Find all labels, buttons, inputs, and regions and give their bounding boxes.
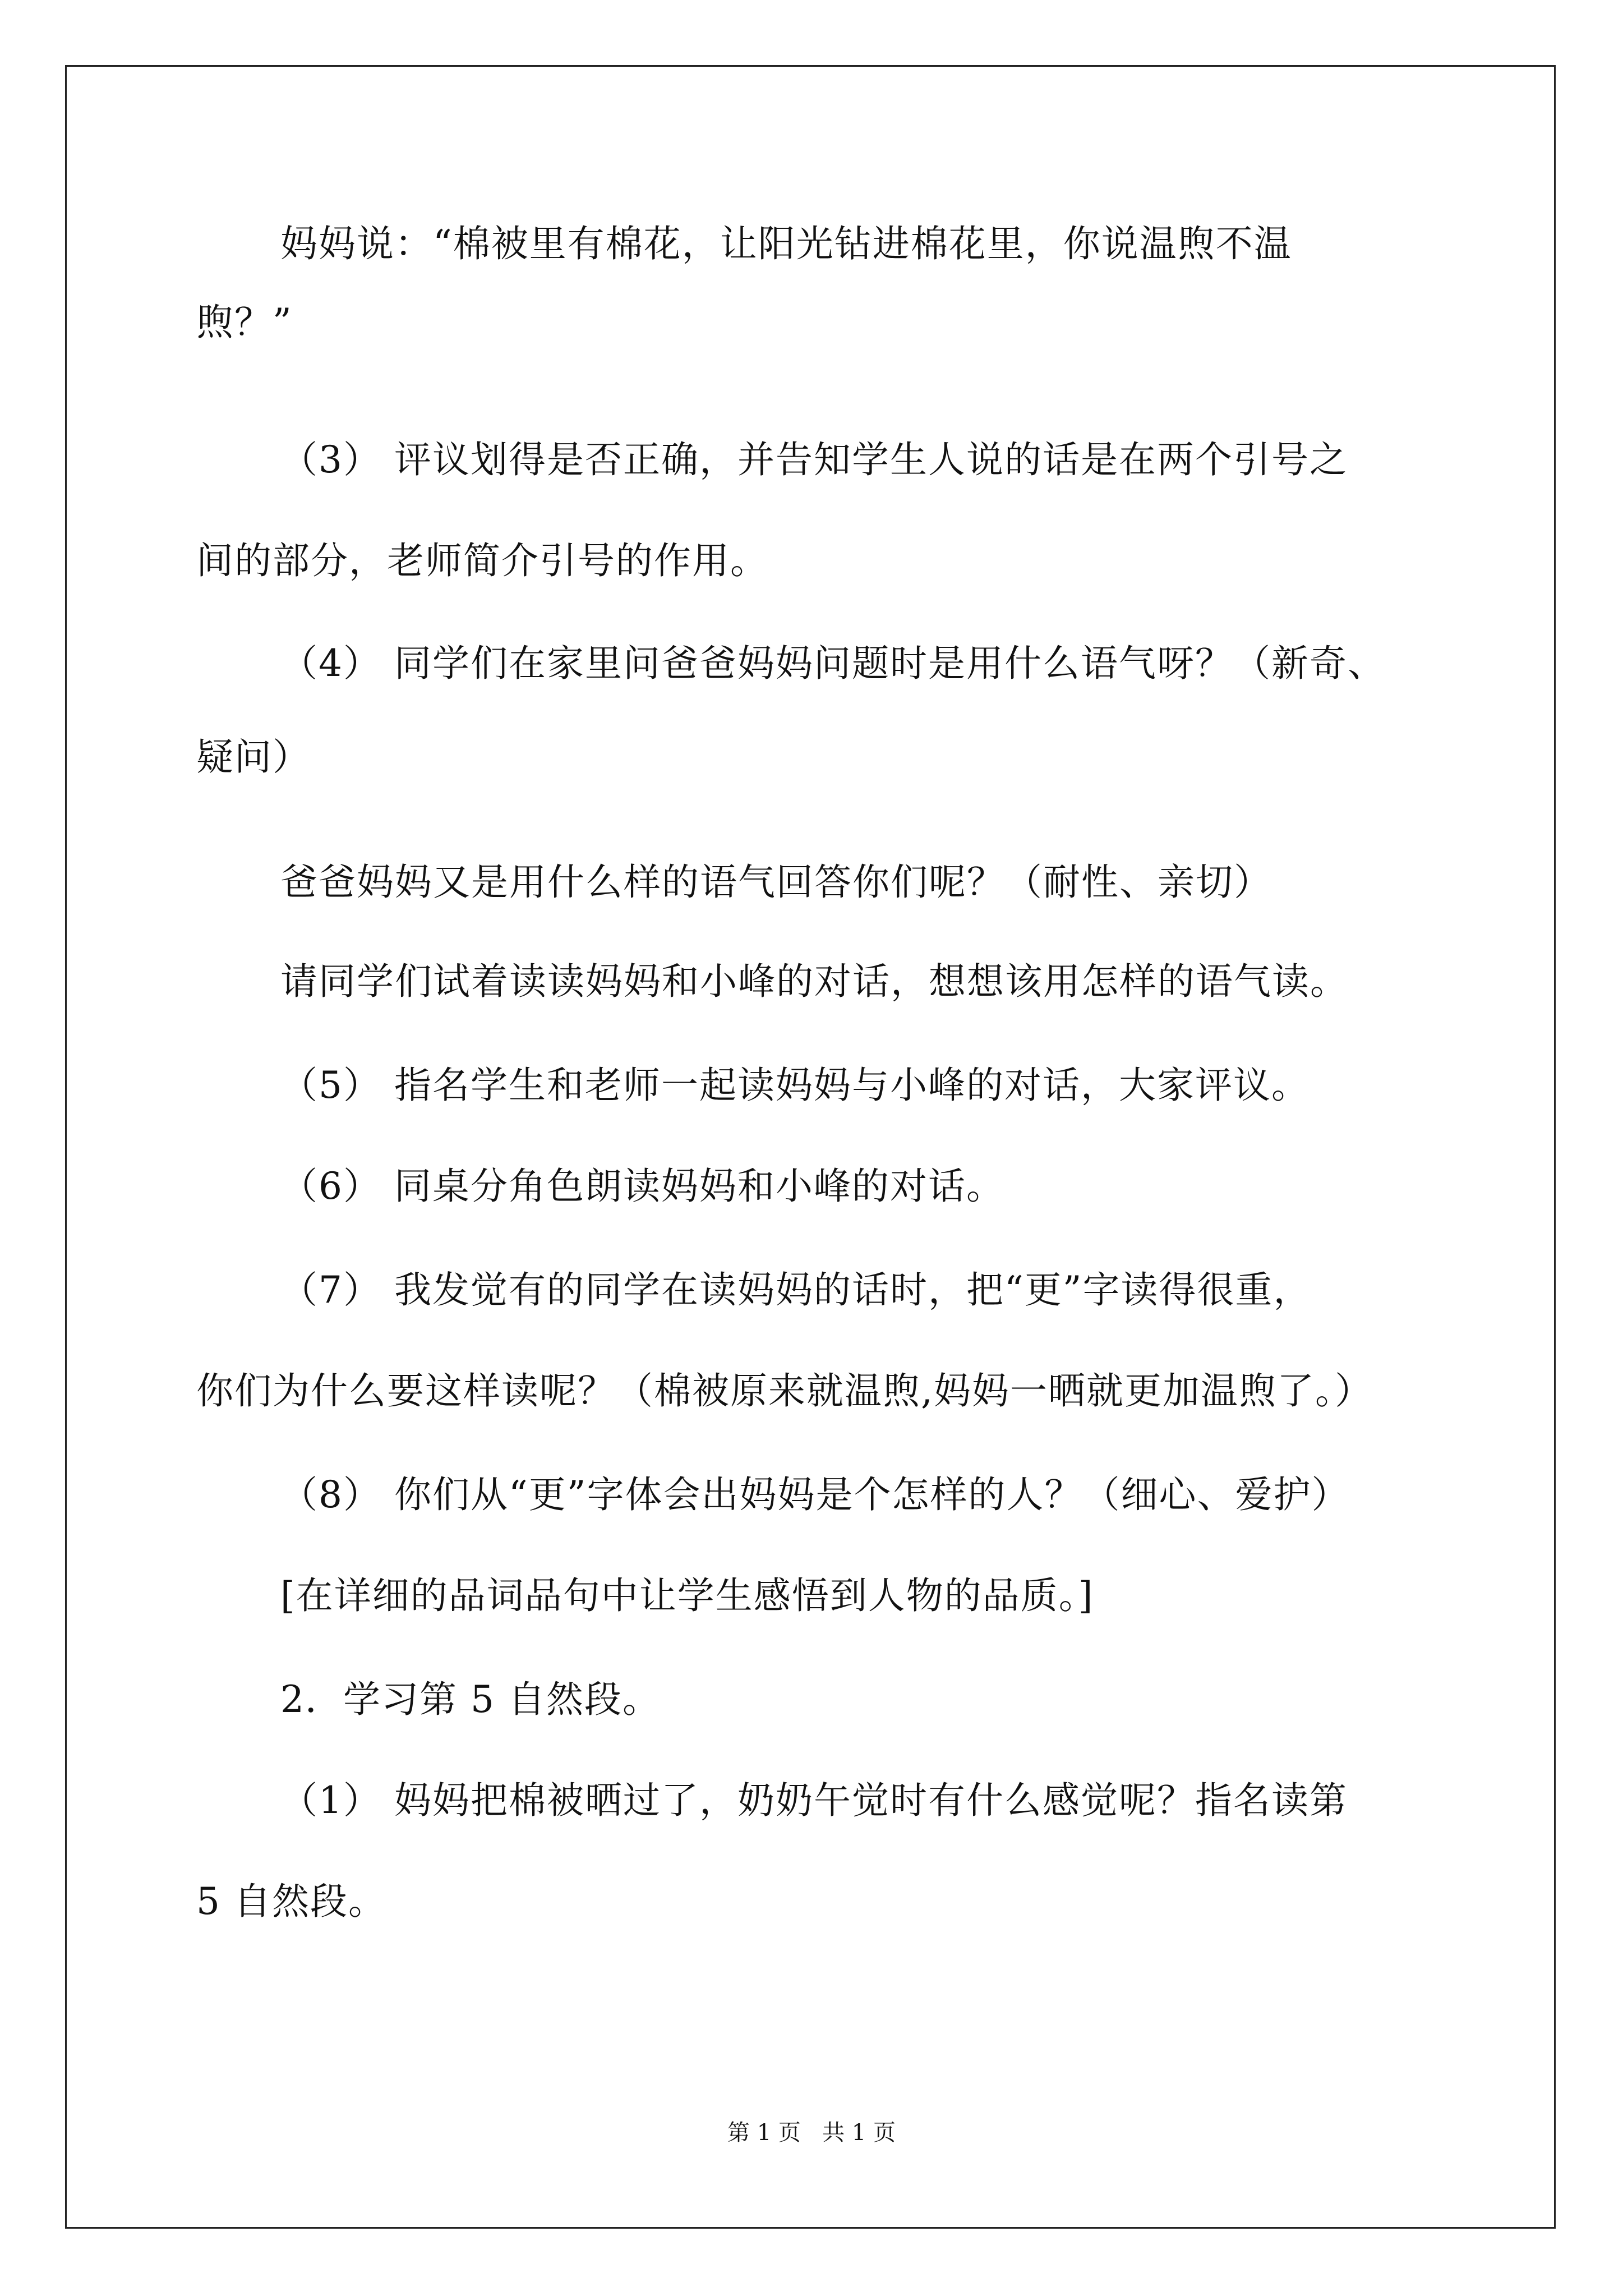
text-line: 煦？” bbox=[196, 301, 293, 344]
text-line: 2．学习第 5 自然段。 bbox=[280, 1678, 661, 1721]
text-line: 你们为什么要这样读呢？（棉被原来就温煦,妈妈一晒就更加温煦了。） bbox=[196, 1369, 1373, 1412]
text-line: （6） 同桌分角色朗读妈妈和小峰的对话。 bbox=[280, 1165, 1004, 1208]
text-line: 请同学们试着读读妈妈和小峰的对话，想想该用怎样的语气读。 bbox=[280, 960, 1348, 1003]
text-line: （5） 指名学生和老师一起读妈妈与小峰的对话，大家评议。 bbox=[280, 1064, 1310, 1107]
page-number-footer: 第 1 页 共 1 页 bbox=[727, 2120, 896, 2146]
text-line: （4） 同学们在家里问爸爸妈妈问题时是用什么语气呀？（新奇、 bbox=[280, 642, 1386, 685]
text-line: 妈妈说：“棉被里有棉花，让阳光钻进棉花里，你说温煦不温 bbox=[280, 222, 1292, 265]
text-line: 5 自然段。 bbox=[196, 1880, 386, 1923]
text-line: （8） 你们从“更”字体会出妈妈是个怎样的人？（细心、爱护） bbox=[280, 1473, 1350, 1516]
text-line: 间的部分，老师简介引号的作用。 bbox=[196, 539, 768, 582]
text-line: [在详细的品词品句中让学生感悟到人物的品质。] bbox=[280, 1574, 1094, 1617]
text-line: （7） 我发觉有的同学在读妈妈的话时，把“更”字读得很重， bbox=[280, 1268, 1312, 1312]
text-line: （1） 妈妈把棉被晒过了，奶奶午觉时有什么感觉呢？指名读第 bbox=[280, 1779, 1348, 1822]
text-line: （3） 评议划得是否正确，并告知学生人说的话是在两个引号之 bbox=[280, 438, 1348, 481]
text-line: 疑问） bbox=[196, 735, 311, 779]
text-line: 爸爸妈妈又是用什么样的语气回答你们呢？（耐性、亲切） bbox=[280, 861, 1272, 904]
